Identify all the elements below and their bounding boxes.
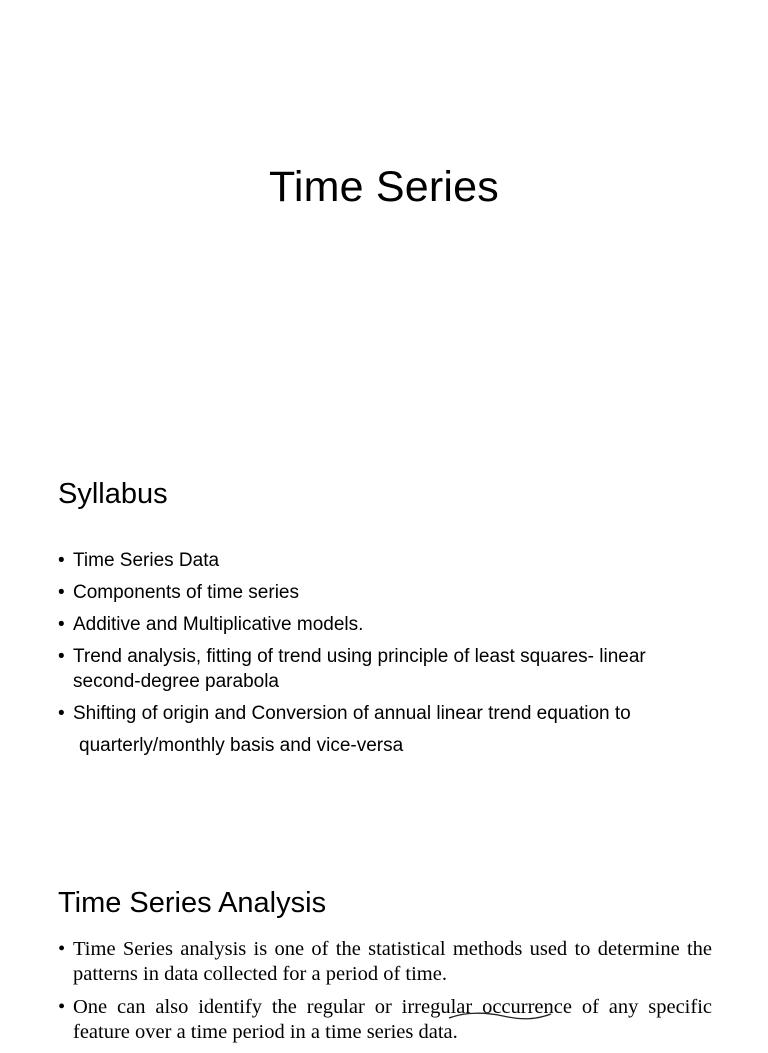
syllabus-heading: Syllabus [58,478,168,510]
list-item [58,644,718,694]
list-item [58,580,718,605]
list-item-text: Additive and Multiplicative models. [73,614,364,635]
list-item [58,701,718,758]
list-item-text-continued: quarterly/monthly basis and vice-versa [79,735,404,756]
list-item-text: Shifting of origin and Conversion of annual linear trend equation to [73,703,631,724]
bullet-icon: • [58,938,66,960]
bullet-icon: • [58,703,65,724]
presentation-title: Time Series [269,163,499,211]
bullet-icon: • [58,646,65,667]
slide-time-series-analysis [0,845,768,1043]
list-item [58,548,718,573]
handwritten-underline-mark [445,1010,555,1024]
analysis-list [58,937,712,1053]
list-item-text: Time Series Data [73,550,220,571]
bullet-icon: • [58,582,65,603]
list-item [58,995,712,1045]
slide-title [0,0,768,430]
list-item [58,937,712,987]
analysis-heading: Time Series Analysis [58,887,327,919]
slide-syllabus [0,430,768,845]
list-item-text: Components of time series [73,582,299,603]
list-item-text: Trend analysis, fitting of trend using principle of least squares- linear [73,646,646,667]
bullet-icon: • [58,550,65,571]
list-item-text-continued: second-degree parabola [73,671,279,692]
list-item-text: One can also identify the regular or irregular occurrence of any specific feature over a time period in a time series data. [73,996,712,1043]
syllabus-list [58,548,718,765]
list-item-text: Time Series analysis is one of the statistical methods used to determine the patterns in data collected for a period of time. [73,938,712,985]
bullet-icon: • [58,614,65,635]
bullet-icon: • [58,996,66,1018]
list-item [58,612,718,637]
